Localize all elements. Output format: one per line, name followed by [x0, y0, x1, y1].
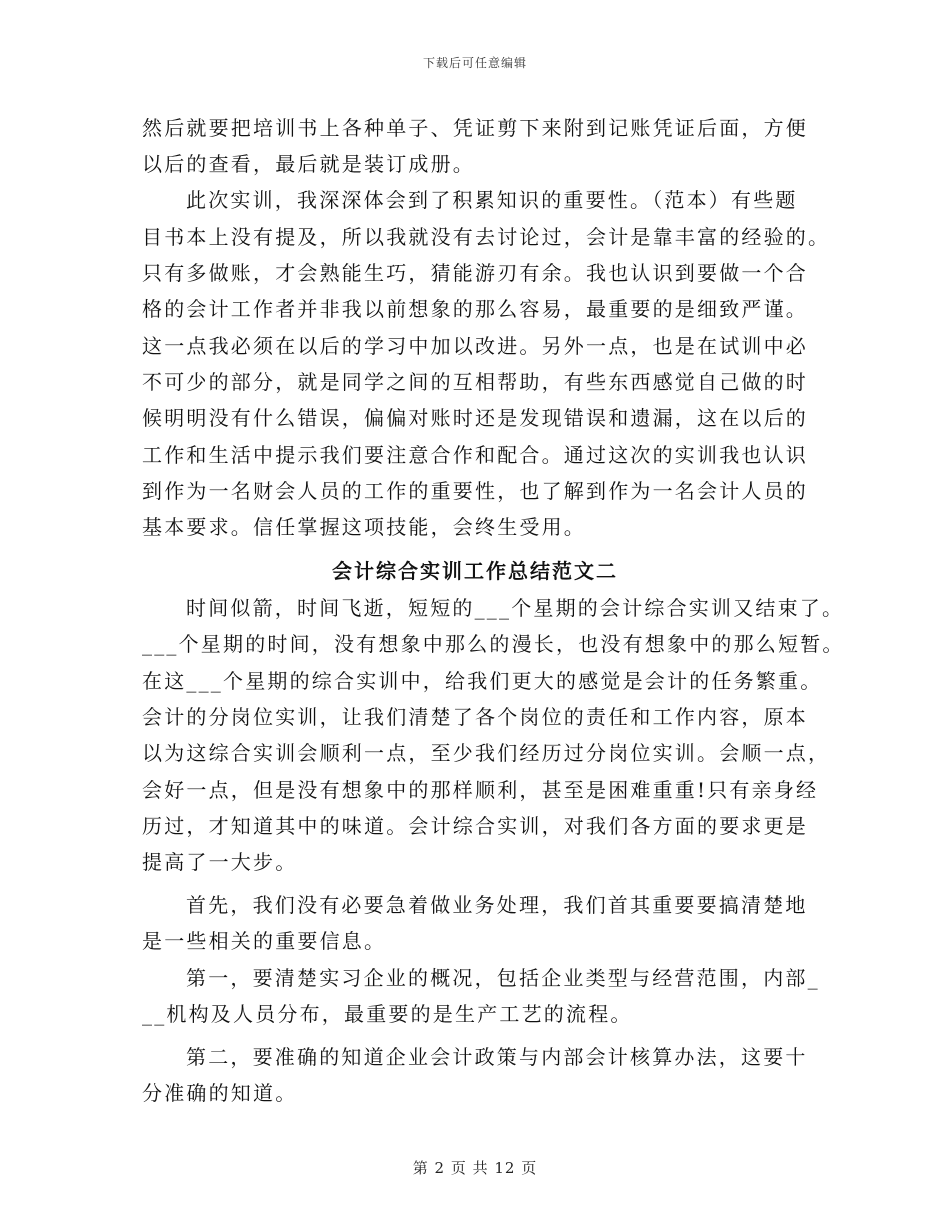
body-line: 此次实训，我深深体会到了积累知识的重要性。（范本）有些题	[186, 188, 798, 212]
body-line: 工作和生活中提示我们要注意合作和配合。通过这次的实训我也认识	[142, 443, 808, 467]
body-line: 时间似箭，时间飞逝，短短的___个星期的会计综合实训又结束了。	[186, 596, 845, 620]
body-line: 首先，我们没有必要急着做业务处理，我们首其重要要搞清楚地	[186, 893, 808, 917]
body-line: 基本要求。信任掌握这项技能，会终生受用。	[142, 515, 586, 539]
body-line: 第一，要清楚实习企业的概况，包括企业类型与经营范围，内部_	[186, 966, 820, 990]
body-line: 以为这综合实训会顺利一点，至少我们经历过分岗位实训。会顺一点，	[142, 741, 831, 765]
section-title: 会计综合实训工作总结范文二	[332, 559, 618, 583]
body-line: 只有多做账，才会熟能生巧，猜能游刃有余。我也认识到要做一个合	[142, 261, 808, 285]
body-line: 到作为一名财会人员的工作的重要性，也了解到作为一名会计人员的	[142, 479, 808, 503]
body-line: 然后就要把培训书上各种单子、凭证剪下来附到记账凭证后面，方便	[142, 116, 808, 140]
header-note: 下载后可任意编辑	[422, 56, 527, 70]
body-line: 会好一点，但是没有想象中的那样顺利，甚至是困难重重!只有亲身经	[142, 778, 819, 802]
body-line: 第二，要准确的知道企业会计政策与内部会计核算办法，这要十	[186, 1045, 808, 1069]
body-line: 格的会计工作者并非我以前想象的那么容易，最重要的是细致严谨。	[142, 297, 808, 321]
body-line: 候明明没有什么错误，偏偏对账时还是发现错误和遗漏，这在以后的	[142, 406, 808, 430]
body-line: ___个星期的时间，没有想象中那么的漫长，也没有想象中的那么短暂。	[142, 632, 845, 656]
body-line: 是一些相关的重要信息。	[142, 929, 387, 953]
body-line: 提高了一大步。	[142, 850, 298, 874]
body-line: 会计的分岗位实训，让我们清楚了各个岗位的责任和工作内容，原本	[142, 705, 808, 729]
body-line: 历过，才知道其中的味道。会计综合实训，对我们各方面的要求更是	[142, 814, 808, 838]
body-line: 不可少的部分，就是同学之间的互相帮助，有些东西感觉自己做的时	[142, 370, 808, 394]
body-line: 在这___个星期的综合实训中，给我们更大的感觉是会计的任务繁重。	[142, 669, 823, 693]
body-line: 这一点我必须在以后的学习中加以改进。另外一点，也是在试训中必	[142, 334, 808, 358]
page-footer: 第 2 页 共 12 页	[412, 1159, 538, 1177]
body-line: 分准确的知道。	[142, 1081, 298, 1105]
body-line: __机构及人员分布，最重要的是生产工艺的流程。	[142, 1002, 633, 1026]
body-line: 目书本上没有提及，所以我就没有去讨论过，会计是靠丰富的经验的。	[142, 225, 831, 249]
body-line: 以后的查看，最后就是装订成册。	[142, 152, 475, 176]
